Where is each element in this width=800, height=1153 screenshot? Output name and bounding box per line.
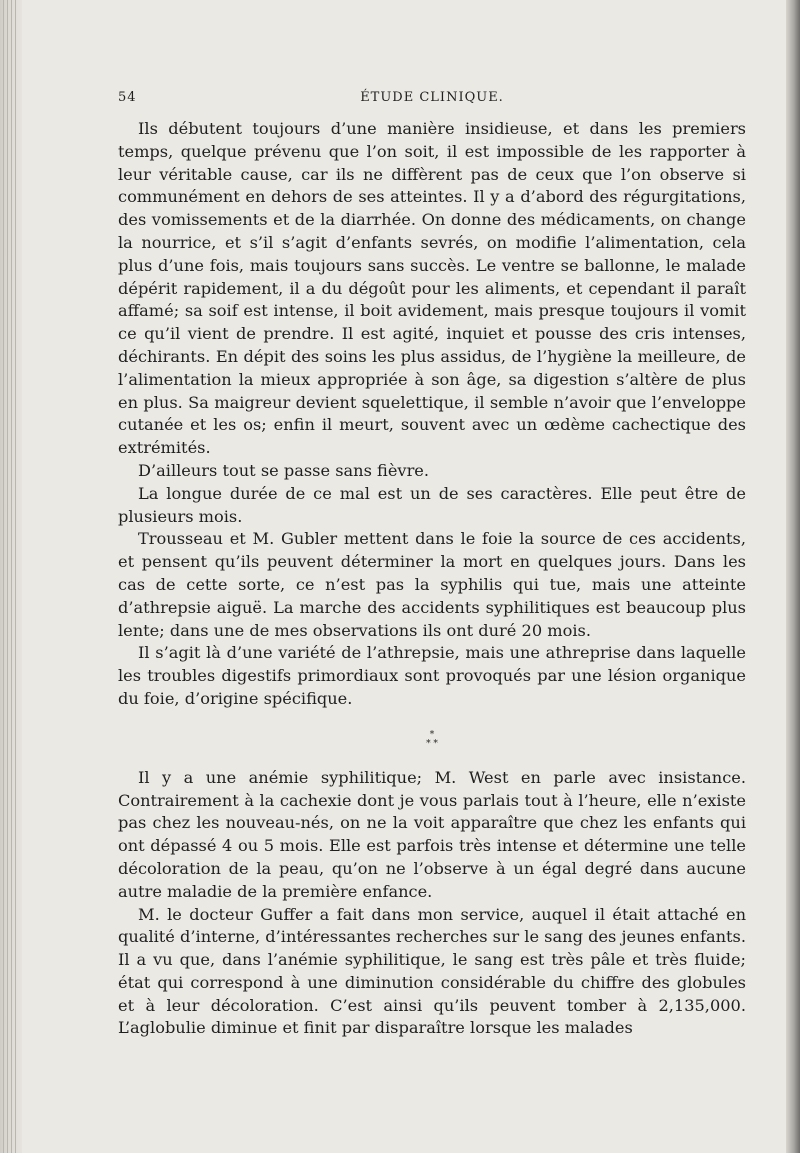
section-separator: [118, 731, 746, 749]
paragraph: D’ailleurs tout se passe sans fièvre.: [138, 460, 430, 480]
separator-asterisk-top: *: [429, 729, 435, 740]
page-number: 54: [118, 90, 137, 105]
paragraph: Trousseau et M. Gubler mettent dans le foie la source de ces accidents, et pensent qu’ils peuvent déterminer la mort en quelques jours. Dans les cas de cette sorte, ce n’est pas la syphilis qui tue, mais une atteinte d’athrepsie aiguë. La marche des accidents syphilitiques est beaucoup plus lente; dans une de mes observations ils ont duré 20 mois.: [118, 529, 746, 640]
paragraph: M. le docteur Guffer a fait dans mon service, auquel il était attaché en qualité d’interne, d’intéressantes recherches sur le sang des jeunes enfants. Il a vu que, dans l’anémie syphilitique, le sang est très pâle et très fluide; état qui correspond à une diminution considérable du chiffre des globules et à leur décoloration. C’est ainsi qu’ils peuvent tomber à 2,135,000. L’aglobulie diminue et finit par disparaître lorsque les malades: [118, 904, 746, 1038]
paragraph: Il y a une anémie syphilitique; M. West en parle avec insistance. Contrairement à la cachexie dont je vous parlais tout à l’heure, elle n’existe pas chez les nouveau-nés, on ne la voit apparaître que chez les enfants qui ont dépassé 4 ou 5 mois. Elle est parfois très intense et détermine une telle décoloration de la peau, qu’on ne l’observe à un égal degré dans aucune autre maladie de la première enfance.: [118, 767, 746, 901]
paragraph: Ils débutent toujours d’une manière insidieuse, et dans les premiers temps, quelque prévenu que l’on soit, il est impossible de les rapporter à leur véritable cause, car ils ne diffèrent pas de ceux que l’on observe si communément en dehors de ses atteintes. Il y a d’abord des régurgitations, des vomissements et de la diarrhée. On donne des médicaments, on change la nourrice, et s’il s’agit d’enfants sevrés, on modifie l’alimentation, cela plus d’une fois, mais toujours sans succès. Le ventre se ballonne, le malade dépérit rapidement, il a du dégoût pour les aliments, et cependant il paraît affamé; sa soif est intense, il boit avidement, mais presque toujours il vomit ce qu’il vient de prendre. Il est agité, inquiet et pousse des cris intenses, déchirants. En dépit des soins les plus assidus, de l’hygiène la meilleure, de l’alimentation la mieux appropriée à son âge, sa digestion s’altère de plus en plus. Sa maigreur devient squelettique, il semble n’avoir que l’enveloppe cutanée et les os; enfin il meurt, souvent avec un œdème cachectique des extrémités.: [118, 119, 746, 458]
separator-asterisk-bottom: * *: [426, 738, 438, 749]
paragraph: La longue durée de ce mal est un de ses caractères. Elle peut être de plusieurs mois.: [118, 483, 746, 526]
page-header: [118, 90, 746, 106]
page-edge-shadow: [786, 0, 800, 1153]
running-title: ÉTUDE CLINIQUE.: [360, 90, 504, 105]
book-gutter: [0, 0, 22, 1153]
body-text: [118, 118, 746, 1040]
paragraph: Il s’agit là d’une variété de l’athrepsie, mais une athreprise dans laquelle les troubles digestifs primordiaux sont provoqués par une lésion organique du foie, d’origine spécifique.: [118, 643, 746, 708]
